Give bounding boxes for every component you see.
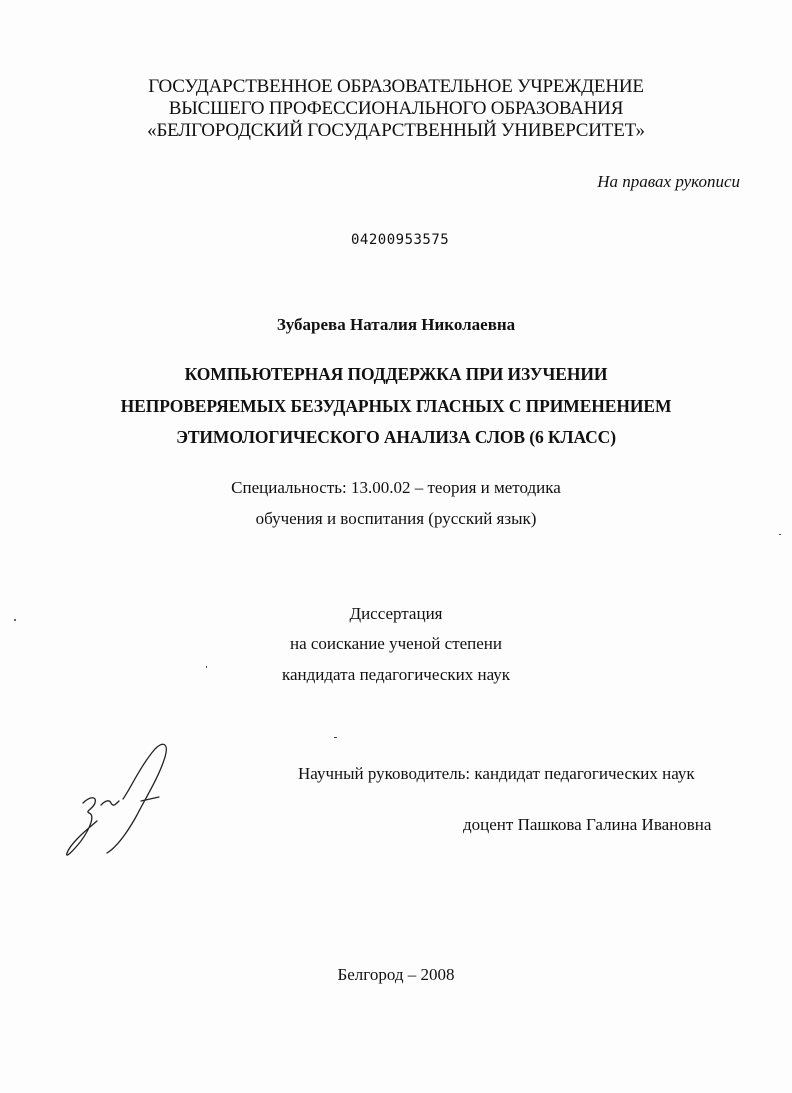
- signature-drawing: [55, 735, 185, 865]
- scan-speck: [206, 666, 207, 668]
- scan-speck: [779, 534, 781, 535]
- title-line-1: КОМПЬЮТЕРНАЯ ПОДДЕРЖКА ПРИ ИЗУЧЕНИИ: [184, 364, 608, 384]
- supervisor-line-2: доцент Пашкова Галина Ивановна: [463, 815, 712, 834]
- institution-line-3: «БЕЛГОРОДСКИЙ ГОСУДАРСТВЕННЫЙ УНИВЕРСИТЕТ»: [147, 120, 645, 141]
- specialty-line-1: Специальность: 13.00.02 – теория и методика: [231, 478, 561, 497]
- author-name: Зубарева Наталия Николаевна: [276, 315, 516, 334]
- institution-line-2: ВЫСШЕГО ПРОФЕССИОНАЛЬНОГО ОБРАЗОВАНИЯ: [168, 98, 624, 119]
- scan-speck: [14, 619, 16, 621]
- degree-line-1: Диссертация: [349, 604, 443, 623]
- institution-line-1: ГОСУДАРСТВЕННОЕ ОБРАЗОВАТЕЛЬНОЕ УЧРЕЖДЕНИЕ: [148, 76, 644, 97]
- title-line-3: ЭТИМОЛОГИЧЕСКОГО АНАЛИЗА СЛОВ (6 КЛАСС): [176, 427, 616, 447]
- supervisor-line-1: Научный руководитель: кандидат педагогических наук: [298, 764, 695, 783]
- city-year: Белгород – 2008: [337, 965, 455, 984]
- scan-speck: [334, 737, 337, 738]
- specialty-line-2: обучения и воспитания (русский язык): [255, 509, 537, 528]
- degree-line-2: на соискание ученой степени: [289, 634, 503, 653]
- catalog-code: 04200953575: [351, 232, 450, 248]
- manuscript-note: На правах рукописи: [597, 172, 740, 191]
- title-line-2: НЕПРОВЕРЯЕМЫХ БЕЗУДАРНЫХ ГЛАСНЫХ С ПРИМЕНЕНИЕМ: [120, 396, 672, 416]
- degree-line-3: кандидата педагогических наук: [281, 665, 511, 684]
